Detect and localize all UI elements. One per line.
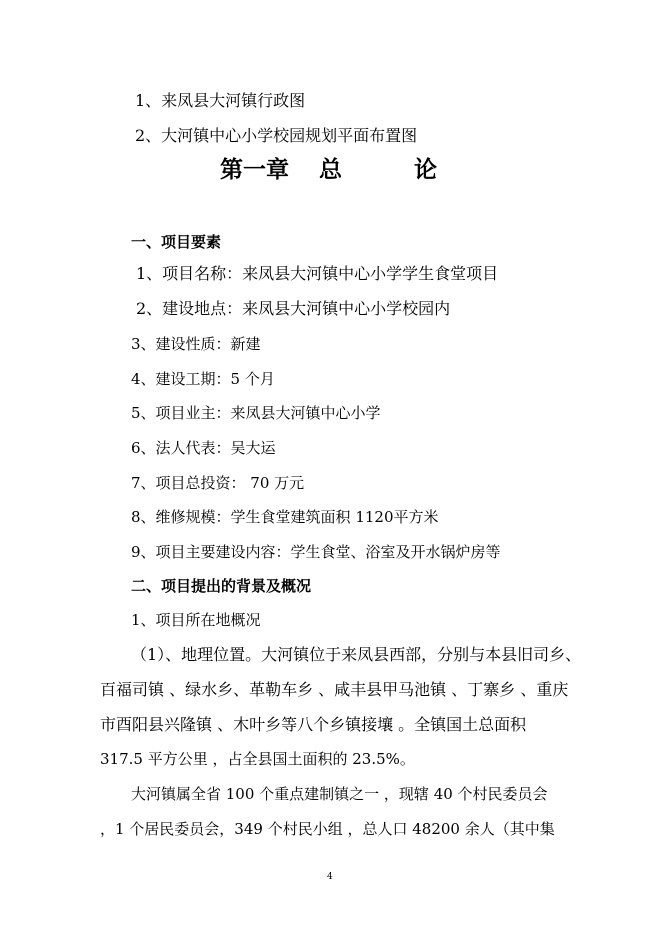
paragraph-line: 百福司镇 、绿水乡、革勒车乡 、咸丰县甲马池镇 、丁寨乡 、重庆 [100,680,569,699]
list-item: 3、建设性质：新建 [131,335,261,353]
section-heading-1: 一、项目要素 [131,233,222,251]
paragraph-line: ，1 个居民委员会，349 个村民小组 ，总人口 48200 余人（其中集 [100,820,555,838]
chapter-title-part1: 第一章 [220,157,289,183]
list-item: 8、维修规模：学生食堂建筑面积 1120平方米 [131,508,439,526]
attachment-2: 2、大河镇中心小学校园规划平面布置图 [135,126,418,145]
section-heading-2: 二、项目提出的背景及概况 [131,577,312,595]
paragraph-line: （1）、地理位置。大河镇位于来凤县西部，分别与本县旧司乡、 [131,645,582,664]
paragraph-line: 大河镇属全省 100 个重点建制镇之一 ，现辖 40 个村民委员会 [131,785,548,803]
list-item: 6、法人代表：吴大运 [131,439,276,457]
paragraph-line: 317.5 平方公里 ，占全县国土面积的 23.5%。 [100,750,415,768]
list-item: 9、项目主要建设内容：学生食堂、浴室及开水锅炉房等 [131,543,501,561]
attachment-1: 1、来凤县大河镇行政图 [135,91,306,110]
page-number: 4 [327,872,333,882]
list-item: 7、项目总投资： 70 万元 [131,474,305,492]
chapter-title-part3: 论 [414,157,437,183]
list-item: 2、建设地点：来凤县大河镇中心小学校园内 [136,299,451,318]
list-item: 4、建设工期：5 个月 [131,370,275,388]
list-item: 1、项目名称：来凤县大河镇中心小学学生食堂项目 [136,264,499,283]
chapter-title-part2: 总 [319,157,342,183]
list-item: 5、项目业主：来凤县大河镇中心小学 [131,404,381,422]
subsection-heading: 1、项目所在地概况 [131,611,261,629]
paragraph-line: 市酉阳县兴隆镇 、木叶乡等八个乡镇接壤 。全镇国土总面积 [100,715,527,734]
